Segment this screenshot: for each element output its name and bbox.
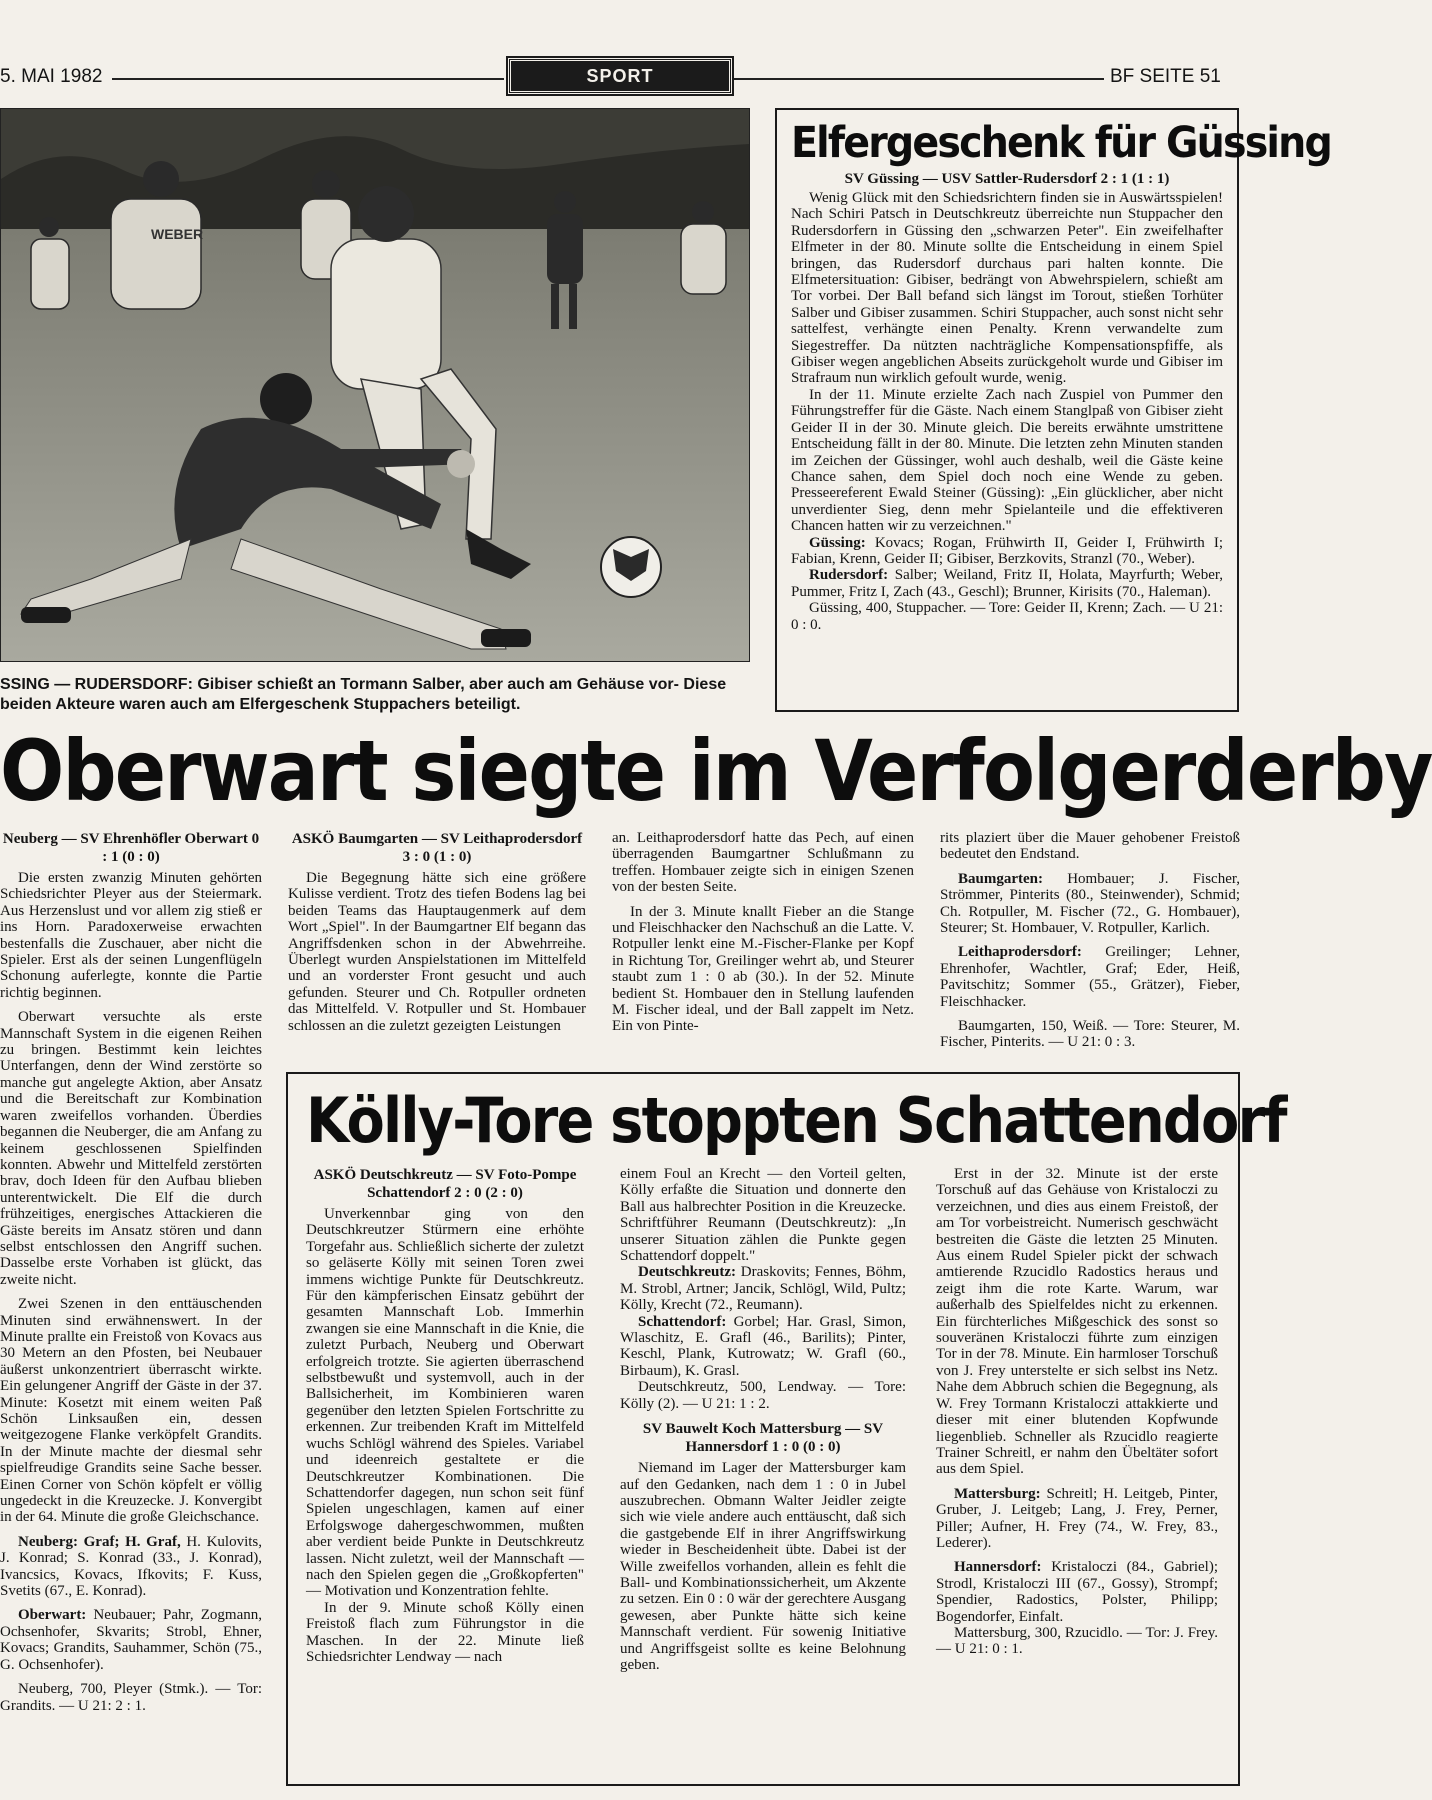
team-label: Mattersburg: — [954, 1485, 1041, 1502]
lineup: Kristaloczi (84., Gabriel); Strodl, Kristaloczi III (67., Gossy), Strompf; Spendier, Radostics, Polster, Philipp; Bogendorfer, Einfalt. — [936, 1559, 1218, 1625]
match-subhead: SV Güssing — USV Sattler-Rudersdorf 2 : 1 (1 : 1) — [844, 171, 1170, 187]
article3-column-3 — [936, 1166, 1218, 1658]
match-photo — [0, 108, 750, 662]
team-label: Schattendorf: — [638, 1313, 727, 1330]
paragraph: an. Leithaprodersdorf hatte das Pech, auf einen überragenden Baumgartner Schlußmann zu treffen. Hombauer zeigte sich in einigen Szenen von der besten Seite. — [612, 830, 914, 896]
lineup: Salber; Weiland, Fritz II, Holata, Mayrfurth; Weber, Pummer, Fritz I, Zach (43., Geschl); Brunner, Kirisits (70., Haleman). — [791, 567, 1224, 600]
photo-caption: SSING — RUDERSDORF: Gibiser schießt an Tormann Salber, aber auch am Gehäuse vor- Diese beiden Akteure waren auch am Elfergeschenk Stuppachers beteiligt. — [0, 676, 727, 713]
article2-column-3 — [612, 830, 914, 1035]
lineup: Neubauer; Pahr, Zogmann, Ochsenhofer, Skvarits; Strobl, Ehner, Kovacs; Grandits, Sauhammer, Schön (75., G. Ochsenhofer). — [0, 1607, 262, 1673]
paragraph: Erst in der 32. Minute ist der erste Torschuß auf das Gehäuse von Kristaloczi zu verzeichnen, und dies aus einem Freistoß, der am Tor vorbeistreicht. Numerisch geschwächt bestreiten die Gäste die letzten 25 Minuten. Aus einem Rudel Spieler pickt der schwach amtierende Rzucidlo Radostics heraus und zeigt ihm die rote Karte. Warum, war außerhalb des Spielfeldes nicht zu erkennen. Ein fürchterliches Mißgeschick des sonst so souveränen Kristaloczi führte zum einzigen Tor in der 78. Minute. Ein harmloser Torschuß von J. Frey unterstelte er sich selbst ins Netz. Nahe dem Abbruch schien die Begegnung, als W. Frey Tormann Kristaloczi attakkierte und dieser mit einer blutenden Kopfwunde liegenblieb. Schneller als Rzucidlo reagierte Trainer Schreitl, er nahm den Übeltäter sofort aus dem Spiel. — [936, 1166, 1218, 1478]
issue-date: 5. MAI 1982 — [0, 66, 103, 87]
article3-column-2 — [620, 1166, 906, 1673]
article3-column-1 — [306, 1166, 584, 1665]
match-stats: Mattersburg, 300, Rzucidlo. — Tor: J. Frey. — U 21: 0 : 1. — [936, 1624, 1218, 1658]
lineup: Hombauer; J. Fischer, Strömmer, Pinterits (80., Steinwender), Schmid; Ch. Rotpuller, M. Fischer (72., G. Hombauer), Steurer; St. Hombauer, V. Rotpuller, Karlich. — [940, 870, 1241, 937]
match-subhead: ASKÖ Deutschkreutz — SV Foto-Pompe Schattendorf 2 : 0 (2 : 0) — [313, 1167, 577, 1201]
match-stats: Baumgarten, 150, Weiß. — Tore: Steurer, M. Fischer, Pinterits. — U 21: 0 : 3. — [940, 1018, 1240, 1051]
paragraph: Wenig Glück mit den Schiedsrichtern finden sie in Auswärtsspielen! Nach Schiri Patsch in Deutschkreutz überreichte nun Stuppacher den Rudersdorfern in Güssing den „schwarzen Peter". Ein zweifelhafter Elfmeter in der 80. Minute sollte die Entscheidung in einem Spiel bringen, das Rudersdorf durchaus pari halten konnte. Die Elfmetersituation: Gibiser, bedrängt von Abwehrspielern, schießt am Tor vorbei. Der Ball befand sich längst im Torout, stießen Torhüter Salber und Gibiser zusammen. Schiri Stuppacher, auch sonst nicht sehr sattelfest, verhängte einen Penalty. Krenn verwandelte zum Siegestreffer. Da nützten nachträgliche Kompensationspfiffe, als Gibiser wegen angeblichen Abseits zurückgeholt wurde und Gibiser im Strafraum nun wirklich gefoult wurde, wenig. — [791, 190, 1223, 387]
paragraph: In der 3. Minute knallt Fieber an die Stange und Fleischhacker den Nachschuß an die Latte. V. Rotpuller lenkt eine M.-Fischer-Flanke per Kopf in Richtung Tor, Greilinger wehrt ab, und Steurer staubt zum 1 : 0 ab (30.). In der 52. Minute bedient St. Hombauer den in Stellung laufenden M. Fischer ideal, und der Ball zappelt im Netz. Ein von Pinte- — [612, 903, 914, 1035]
section-label: SPORT — [508, 58, 732, 94]
jersey-text: WEBER — [151, 226, 204, 242]
header-rule-right — [734, 78, 1104, 80]
article-body — [791, 190, 1223, 633]
header-rule-left — [112, 78, 504, 80]
match-subhead: Neuberg — SV Ehrenhöfler Oberwart 0 : 1 (0 : 0) — [2, 831, 260, 865]
match-stats: Neuberg, 700, Pleyer (Stmk.). — Tor: Grandits. — U 21: 2 : 1. — [0, 1681, 262, 1714]
paragraph: Zwei Szenen in den enttäuschenden Minuten sind erwähnenswert. In der Minute prallte ein Freistoß von Kovacs aus 30 Metern an den Pfosten, bei Neubauer äußerst unkonzentriert überrascht wirkte. Ein gelungener Angriff der Gäste in der 37. Minute: Kosetzt mit einem weiten Paß Schön Linksaußen ein, dessen weitgezogene Flanke verköpfelt Grandits. In der Minute machte der diesmal sehr spielfreudige Grandits seine Sache besser. Einen Corner von Schön köpfelt er völlig ungedeckt in die Kreuzecke. J. Konvergibt in der 64. Minute die große Gleichschance. — [0, 1296, 262, 1526]
article-koelly-tore — [286, 1072, 1286, 1786]
match-subhead: SV Bauwelt Koch Mattersburg — SV Hannersdorf 1 : 0 (0 : 0) — [642, 1421, 884, 1456]
paragraph: Unverkennbar ging von den Deutschkreutzer Stürmern eine erhöhte Torgefahr aus. Schließlich sicherte der zuletzt so geläserte Kölly mit seinen Toren zwei immens wichtige Punkte für Deutschkreutz. Für den kämpferischen Einsatz gebührt der gesamten Mannschaft Lob. Immerhin zwangen sie eine Mannschaft in die Knie, die zuletzt Purbach, Neuberg und Oberwart erfolgreich trotzte. Sie agierten überraschend selbstbewußt und systemvoll, auch in der Ballsicherheit, im Kombinieren waren gegenüber den letzten Spielen Fortschritte zu erkennen. Zur treibenden Kraft im Mittelfeld wuchs Schlögl während des Spieles. Variabel und ideenreich gestaltete er die Deutschkreutzer Kombinationen. Die Schattendorfer dagegen, nun schon seit fünf Spielen ungeschlagen, kamen auf einer Erfolgswoge dahergeschwommen, mußten aber verdient beide Punkte in Deutschkreutz lassen. Nicht zuletzt, weil der Mannschaft — nach den Spielen gegen die „Großkopferten" — Motivation und Konzentration fehlte. — [306, 1206, 584, 1600]
lineup: Kovacs; Rogan, Frühwirth II, Geider I, Frühwirth I; Fabian, Krenn, Geider II; Gibiser, Berzkovits, Stranzl (70., Weber). — [791, 534, 1224, 567]
match-subhead: ASKÖ Baumgarten — SV Leithaprodersdorf 3 : 0 (1 : 0) — [291, 831, 583, 865]
team-label: Deutschkreutz: — [638, 1264, 737, 1281]
team-label: Rudersdorf: — [809, 567, 889, 584]
headline-oberwart: Oberwart siegte im Verfolgerderby — [0, 722, 1432, 820]
team-label: Güssing: — [809, 534, 866, 551]
headline: Kölly-Tore stoppten Schattendorf — [306, 1084, 1286, 1157]
lineup: Draskovits; Fennes, Böhm, M. Strobl, Artner; Jancik, Schlögl, Wild, Pultz; Kölly, Krecht (72., Reumann). — [620, 1264, 906, 1314]
lineup: H. Kulovits, J. Konrad; S. Konrad (33., J. Konrad), Ivancsics, Kovacs, Ifkovits; F. Kuss, Svetits (67., E. Konrad). — [0, 1533, 262, 1600]
team-label: Oberwart: — [18, 1607, 87, 1624]
paragraph: In der 11. Minute erzielte Zach nach Zuspiel von Pummer den Führungstreffer für die Gäste. Nach einem Stanglpaß von Gibiser zieht Geider II in der 30. Minute gleich. Die bereits erwähnte umstrittene Entscheidung fällt in der 80. Minute. Die letzten zehn Minuten standen im Zeichen der Güssinger, wohl auch deshalb, weil die Gäste keine Chance sahen, dem Spiel doch noch eine Wende zu geben. Presseereferent Ewald Steiner (Güssing): „Ein glücklicher, aber nicht unverdienter Sieg, denn mehr Spielanteile und die effektiveren Chancen hatten wir zu verzeichnen." — [791, 386, 1223, 535]
team-label: Hannersdorf: — [954, 1559, 1042, 1576]
paragraph: Die Begegnung hätte sich eine größere Kulisse verdient. Trotz des tiefen Bodens lag bei beiden Teams das Hauptaugenmerk auf dem Wort „Spiel". In der Baumgartner Elf begann das Angriffsdenken schon in der Abwehrreihe. Überlegt wurden Anspielstationen im Mittelfeld und an vorderster Front gesucht und auch gefunden. Steurer und Ch. Rotpuller ordneten das Mittelfeld. V. Rotpuller und St. Hombauer schlossen an die zuletzt gezeigten Leistungen — [288, 870, 586, 1034]
article-elfergeschenk — [775, 108, 1331, 712]
article2-column-1 — [0, 830, 262, 1714]
match-stats: Deutschkreutz, 500, Lendway. — Tore: Kölly (2). — U 21: 1 : 2. — [620, 1379, 906, 1412]
team-label: Baumgarten: — [958, 870, 1043, 887]
paragraph: In der 9. Minute schoß Kölly einen Freistoß flach zum Führungstor in die Maschen. In der 22. Minute ließ Schiedsrichter Lendway — nach — [306, 1599, 584, 1665]
article2-column-4 — [940, 830, 1240, 1051]
ball-icon — [601, 537, 661, 597]
paragraph: einem Foul an Krecht — den Vorteil gelten, Kölly erfaßte die Situation und donnerte den Ball aus halbrechter Position in die Kreuzecke. Schriftführer Reumann (Deutschkreutz): „In unserer Situation zählen die Punkte gegen Schattendorf doppelt." — [620, 1166, 906, 1265]
page-number: BF SEITE 51 — [1110, 66, 1221, 87]
football-scene-illustration — [1, 109, 749, 661]
paragraph: Niemand im Lager der Mattersburger kam auf den Gedanken, nach dem 1 : 0 in Jubel auszubrechen. Obmann Walter Jeidler zeigte sich wie viele andere auch enttäuscht, daß sich die gastgebende Elf in ihrer Angriffswirkung wieder in Bescheidenheit übte. Dabei ist der Wille zweifellos vorhanden, allein es fehlt die Ball- und Kombinationssicherheit, um Akzente zu setzen. Ein 0 : 0 wär der gerechtere Ausgang gewesen, aber Punkte hätte sich keine Mannschaft verdient. Für sowenig Initiative und Angriffsgeist sollte es keine Belohnung geben. — [620, 1460, 906, 1673]
team-label: Leithaprodersdorf: — [958, 944, 1082, 961]
paragraph: Oberwart versuchte als erste Mannschaft System in die eigenen Reihen zu bringen. Bestimmt kein leichtes Unterfangen, denn der Wind zerstörte so manche gut angelegte Aktion, aber Ansatz und die Bereitschaft zur Kombination waren zweifellos vorhanden. Überdies begannen die Neuberger, die am Anfang zu keinem geschlossenen Spielfinden konnten. Abwehr und Mittelfeld zerstörten brav, doch Ideen für den Aufbau blieben unterentwickelt. Die Elf die durch frühzeitiges, energisches Attackieren die Gäste bereits im Ansatz stören und dann selbst entschlossen den Angriff suchen. Dasselbe erste Vorhaben ist glückt, das zweite nicht. — [0, 1009, 262, 1288]
lineup: Greilinger; Lehner, Ehrenhofer, Wachtler, Graf; Eder, Heiß, Pavitschitz; Sommer (55., Grätzer), Fieber, Fleischhacker. — [940, 944, 1241, 1010]
paragraph: Die ersten zwanzig Minuten gehörten Schiedsrichter Pleyer aus der Steiermark. Aus Herzenslust und vor allem zig stieß er ins Horn. Paradoxerweise erwachten bestenfalls die Zuschauer, aber nicht die Spieler. Erst als der seinen Lungenflügeln Schonung auferlegte, konnte die Partie richtig beginnen. — [0, 870, 262, 1001]
headline: Elfergeschenk für Güssing — [791, 118, 1331, 168]
paragraph: rits plaziert über die Mauer gehobener Freistoß bedeutet den Endstand. — [940, 830, 1240, 863]
team-label: Neuberg: Graf; H. Graf, — [18, 1533, 181, 1550]
lineup: Gorbel; Har. Grasl, Simon, Wlaschitz, E. Grafl (46., Barilits); Pinter, Keschl, Plank, Kutrowatz; W. Grafl (60., Birbaum), K. Grasl. — [620, 1313, 907, 1379]
match-stats: Güssing, 400, Stuppacher. — Tore: Geider II, Krenn; Zach. — U 21: 0 : 0. — [791, 600, 1223, 633]
lineup: Schreitl; H. Leitgeb, Pinter, Gruber, J. Leitgeb; Lang, J. Frey, Perner, Piller; Aufner, H. Frey (74., W. Frey, 83., Lederer). — [936, 1485, 1219, 1551]
article2-column-2 — [288, 830, 586, 1034]
